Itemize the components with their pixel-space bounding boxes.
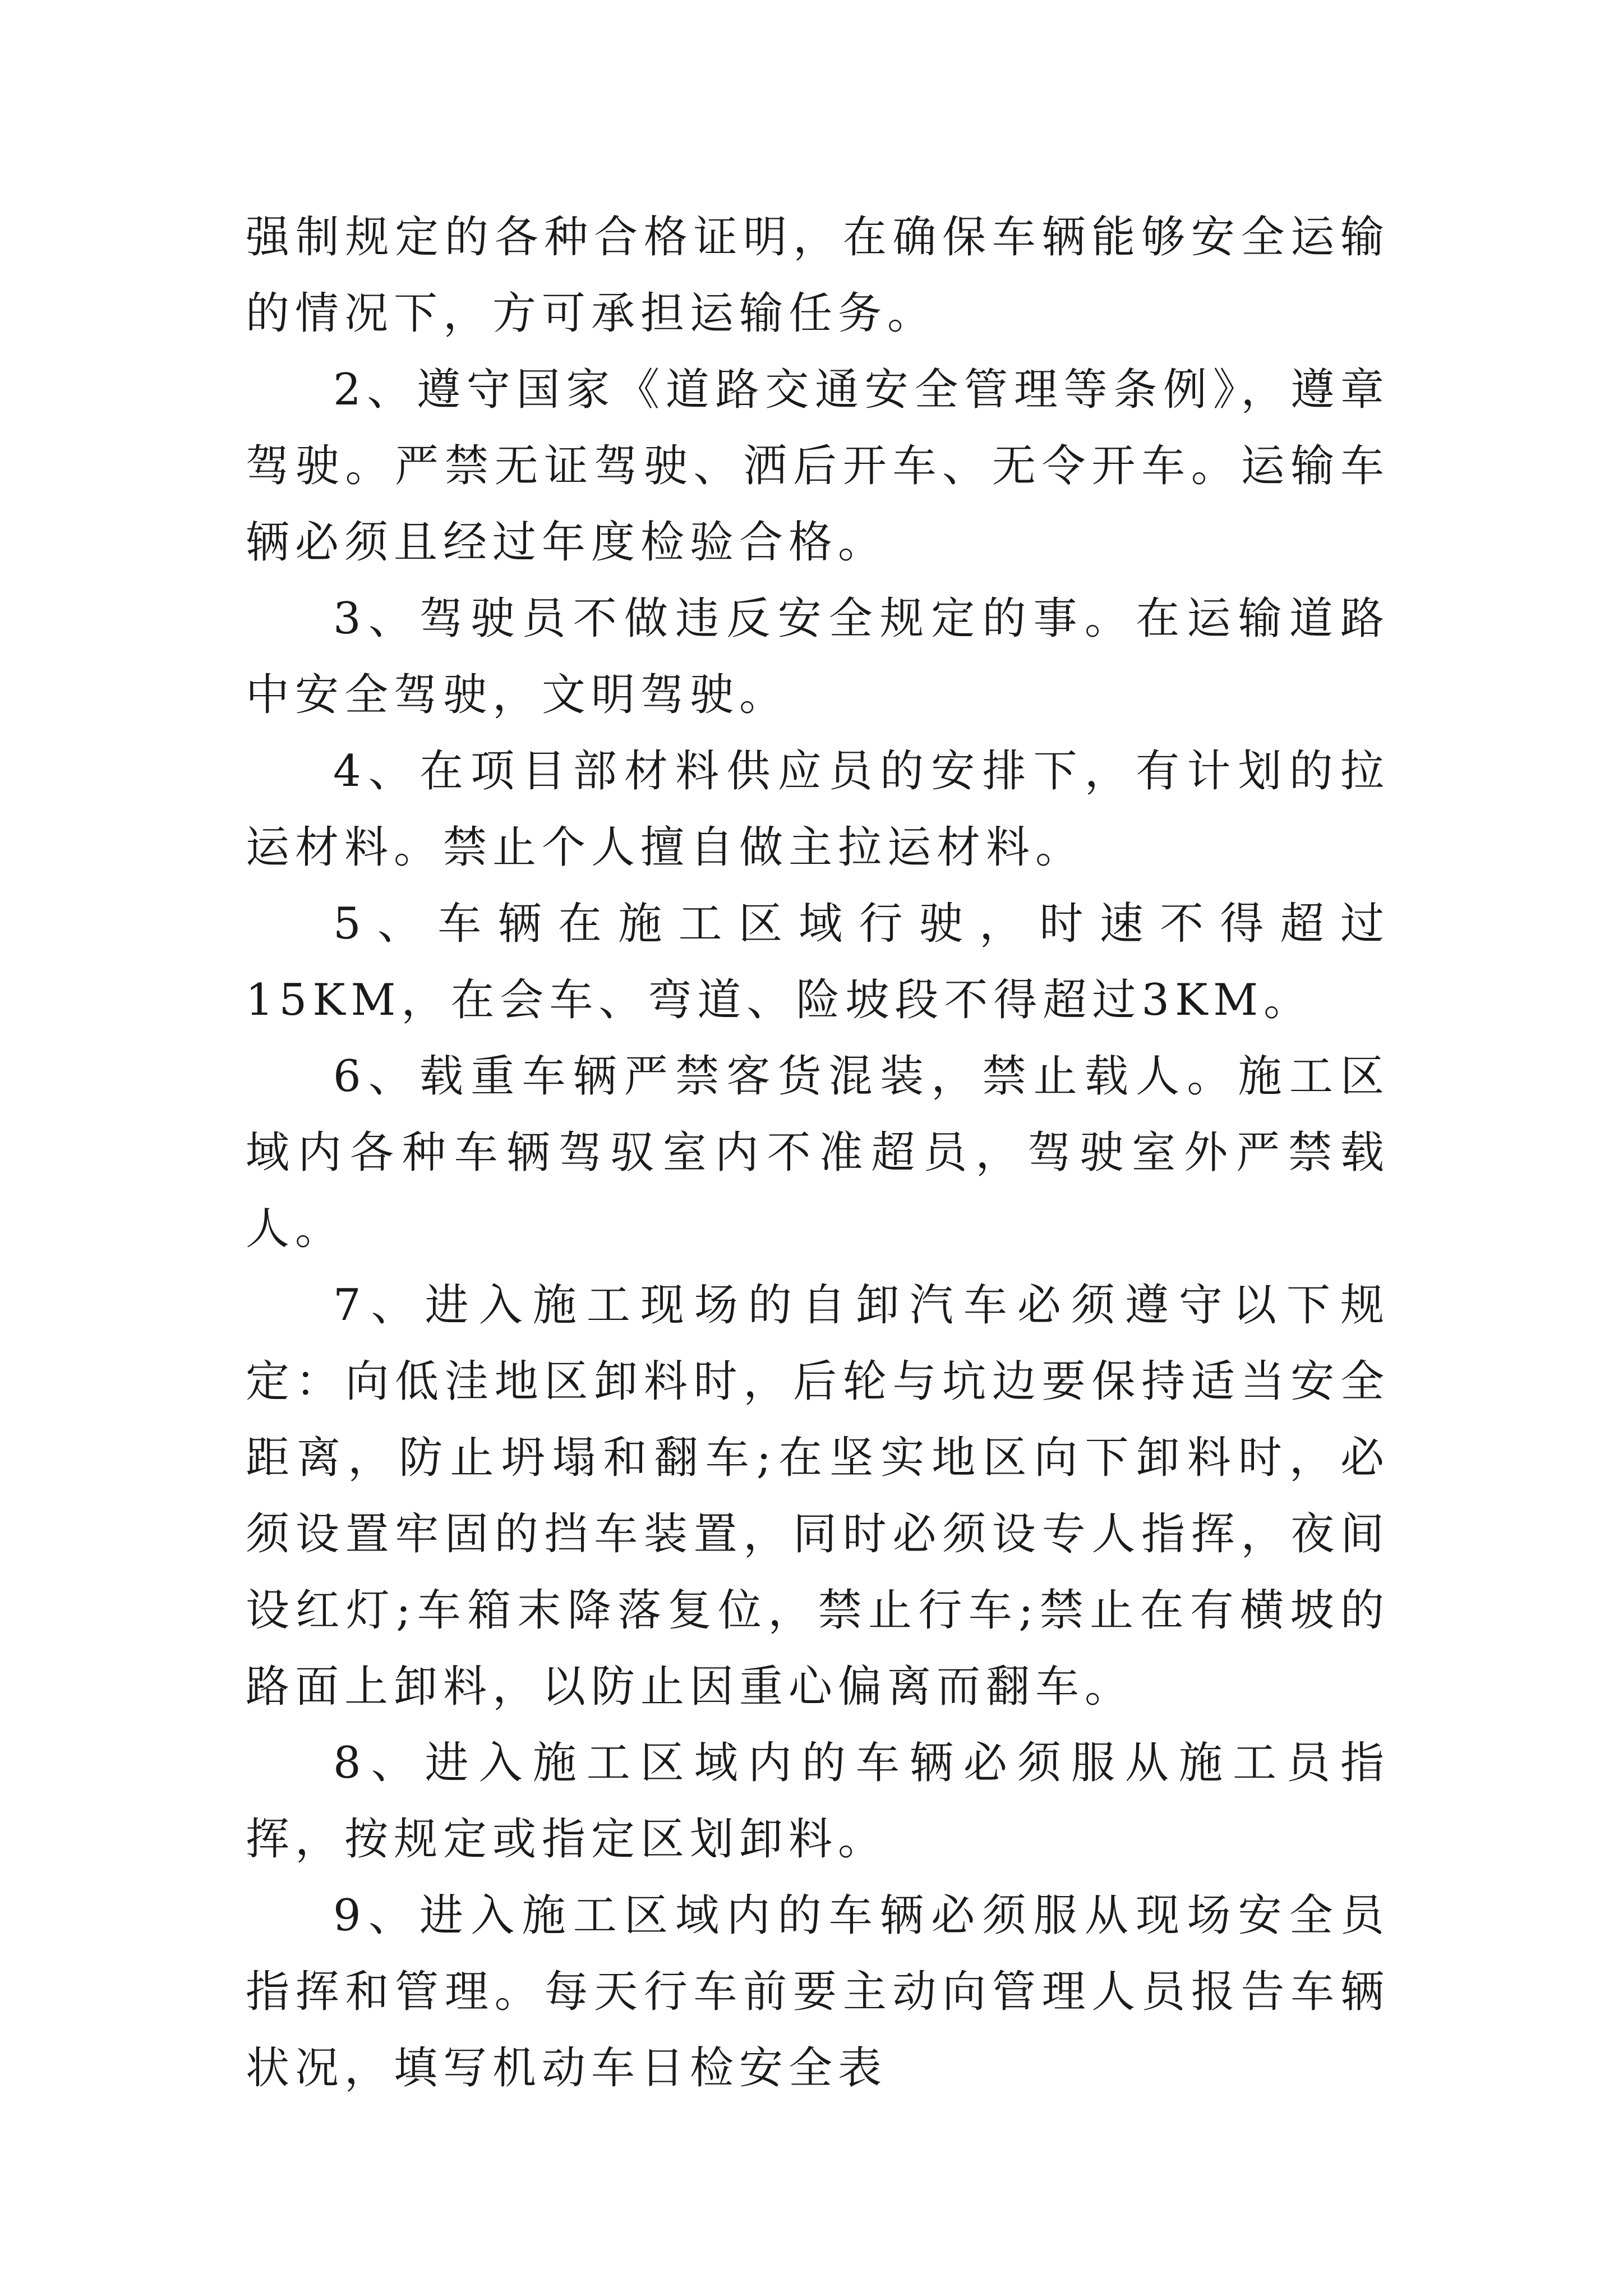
document-body <box>246 199 1390 2106</box>
paragraph-item-3: 3、驾驶员不做违反安全规定的事。在运输道路中安全驾驶，文明驾驶。 <box>246 593 1390 720</box>
paragraph-item-4: 4、在项目部材料供应员的安排下，有计划的拉运材料。禁止个人擅自做主拉运材料。 <box>246 746 1390 873</box>
paragraph-item-9: 9、进入施工区域内的车辆必须服从现场安全员指挥和管理。每天行车前要主动向管理人员报告车辆状况，填写机动车日检安全表 <box>246 1890 1390 2093</box>
paragraph-item-5: 5、车辆在施工区域行驶，时速不得超过15KM，在会车、弯道、险坡段不得超过3KM。 <box>246 899 1390 1025</box>
paragraph-item-8: 8、进入施工区域内的车辆必须服从施工员指挥，按规定或指定区划卸料。 <box>246 1738 1390 1865</box>
paragraph-item-6: 6、载重车辆严禁客货混装，禁止载人。施工区域内各种车辆驾驭室内不准超员，驾驶室外严禁载人。 <box>246 1051 1390 1254</box>
paragraph-item-7: 7、进入施工现场的自卸汽车必须遵守以下规定：向低洼地区卸料时，后轮与坑边要保持适当安全距离，防止坍塌和翻车;在坚实地区向下卸料时，必须设置牢固的挡车装置，同时必须设专人指挥，夜间设红灯;车箱末降落复位，禁止行车;禁止在有横坡的路面上卸料，以防止因重心偏离而翻车。 <box>246 1280 1390 1712</box>
paragraph-continuation: 强制规定的各种合格证明，在确保车辆能够安全运输的情况下，方可承担运输任务。 <box>246 212 1390 339</box>
paragraph-item-2: 2、遵守国家《道路交通安全管理等条例》，遵章驾驶。严禁无证驾驶、洒后开车、无令开车。运输车辆必须且经过年度检验合格。 <box>246 365 1390 568</box>
